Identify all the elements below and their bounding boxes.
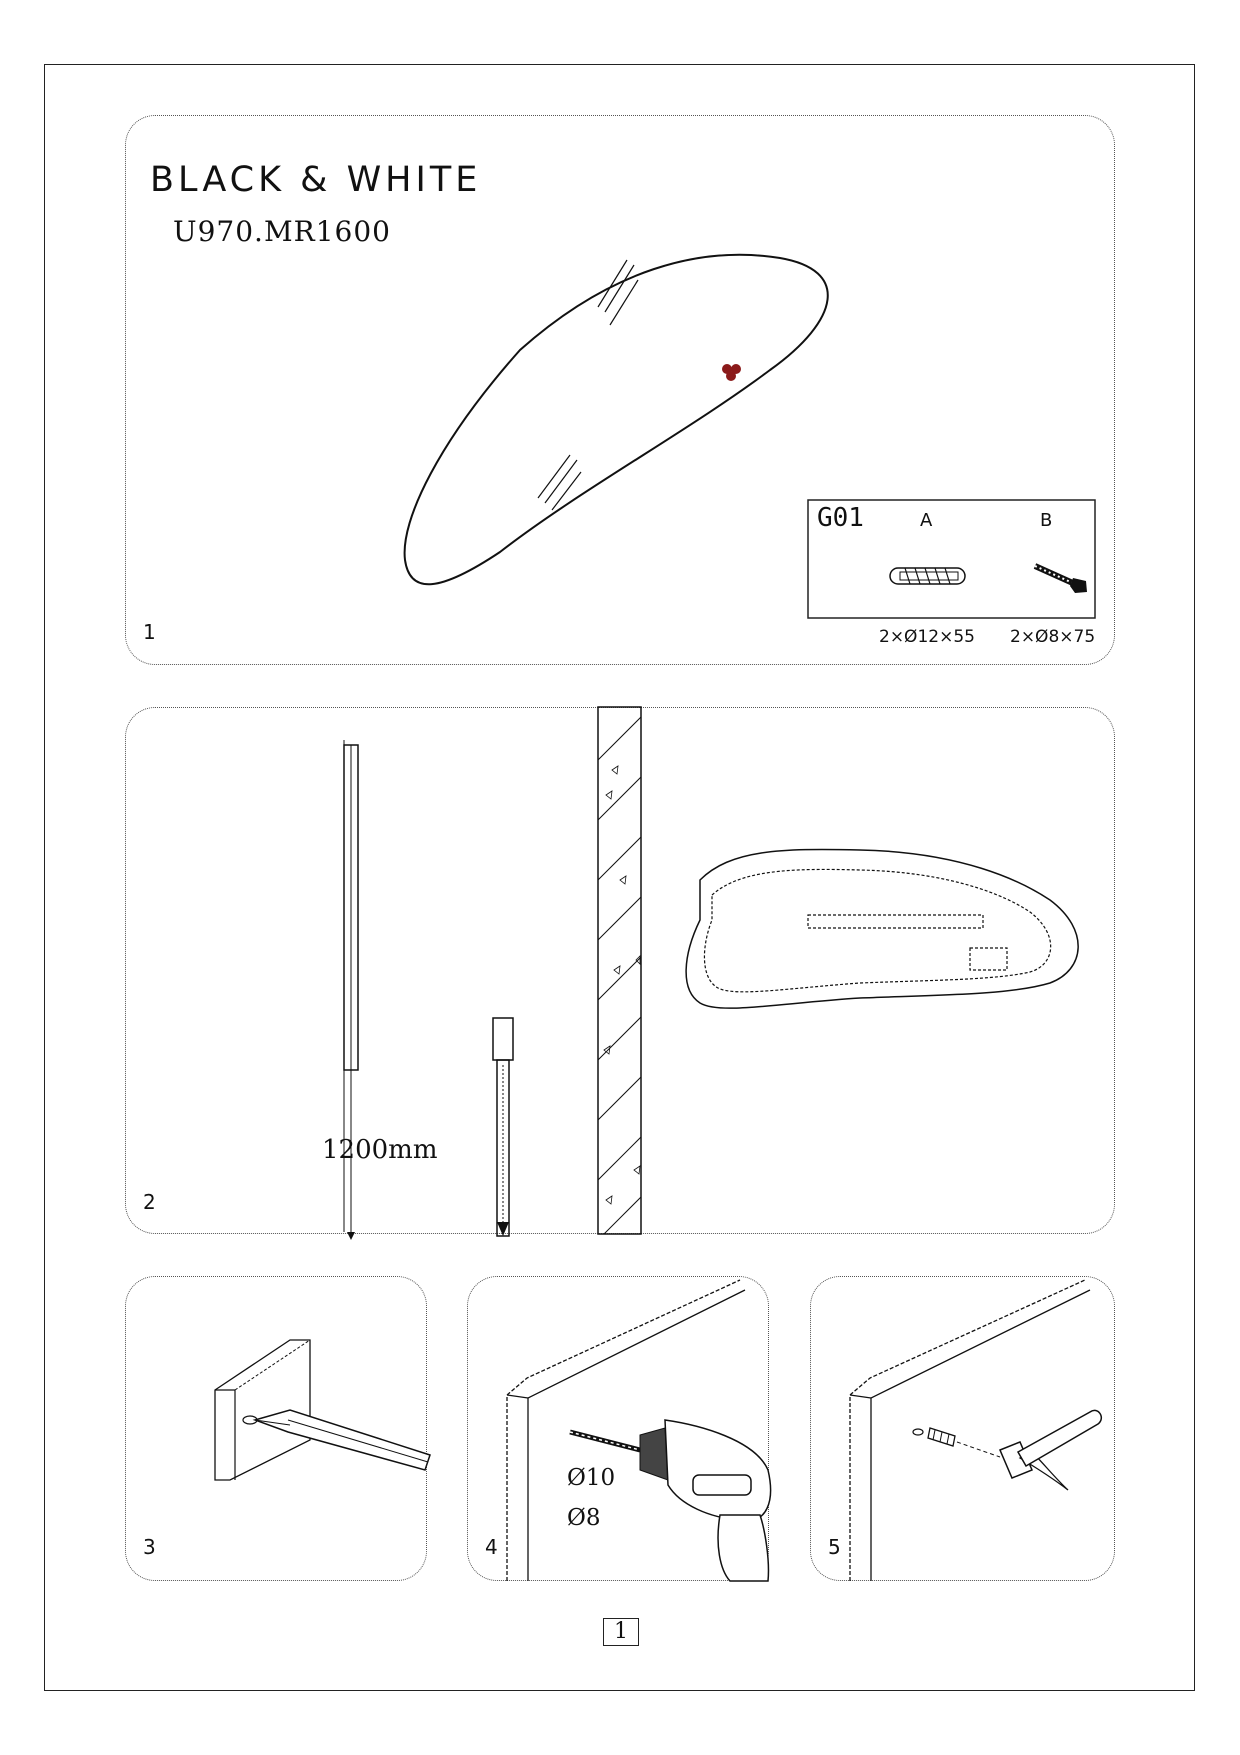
hardware-b-spec: 2×Ø8×75 — [1010, 627, 1096, 647]
page-number: 1 — [603, 1618, 639, 1646]
model-number: U970.MR1600 — [173, 215, 391, 248]
hardware-a-spec: 2×Ø12×55 — [879, 627, 975, 647]
step-1-number: 1 — [143, 620, 156, 644]
plug-icon — [928, 1428, 955, 1446]
drill-size-2: Ø8 — [567, 1505, 601, 1531]
step-3-number: 3 — [143, 1535, 156, 1559]
hardware-b-label: B — [1040, 510, 1053, 531]
hardware-group-label: G01 — [817, 503, 864, 533]
step-5-number: 5 — [828, 1535, 841, 1559]
step-4-number: 4 — [485, 1535, 498, 1559]
install-height-label: 1200mm — [322, 1135, 438, 1165]
hammer-icon — [1000, 1410, 1101, 1490]
hardware-a-label: A — [920, 510, 933, 531]
step-2-number: 2 — [143, 1190, 156, 1214]
brand-logo: BLACK & WHITE — [150, 160, 482, 200]
drill-size-1: Ø10 — [567, 1465, 616, 1491]
